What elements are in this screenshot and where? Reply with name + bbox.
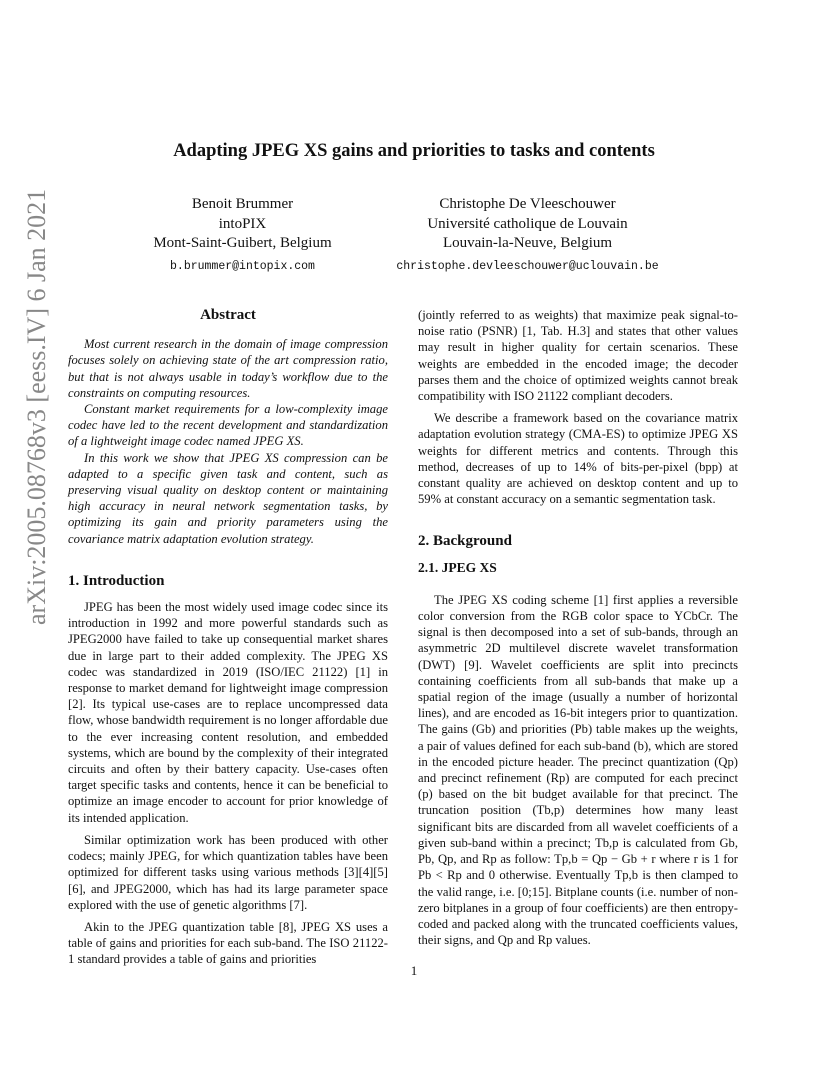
right-column [418, 307, 738, 948]
author-location: Mont-Saint-Guibert, Belgium [153, 235, 332, 251]
author-block [120, 195, 365, 276]
body-paragraph: The JPEG XS coding scheme [1] first applies a reversible color conversion from the RGB color space to YCbCr. The signal is then decomposed into a set of sub-bands, through an asymmetric 2D multilevel discrete wavelet transformation (DWT) [9]. Wavelet coefficients are split into precincts containing coefficients from all sub-bands that make up a spatial region of the image (usually a number of horizontal lines), and are encoded as 16-bit integers prior to quantization. The gains (Gb) and priorities (Pb) table makes up the weights, a pair of values defined for each sub-band (b), which are stored in the encoded picture header. The precinct quantization (Qp) and precinct refinement (Rp) are computed for each precinct (p) based on the bit budget available for that precinct. The truncation position (Tb,p) determines how many least significant bits are discarded from all wavelet coefficients of a given sub-band within a precinct; Tb,p is calculated from Gb, Pb, Qp, and Rp as follow: Tp,b = Qp − Gb + r where r is 1 for Pb < Rp and 0 otherwise. Eventually Tp,b is then clamped to the valid range, i.e. [0;15]. Bitplane counts (i.e. number of non-zero bitplanes in a group of four coefficients) are then entropy-coded and packed along with the truncated coefficients values, their signs, and Qp and Rp values. [418, 592, 738, 948]
author-affiliation: intoPIX [218, 215, 267, 232]
author-name: Christophe De Vleeschouwer [439, 196, 616, 212]
abstract-paragraph: Most current research in the domain of image compression focuses solely on achieving state of the art compression ratio, but that is not always usable in today’s workflow due to the constraints on computing resources. [68, 337, 388, 400]
abstract-paragraph: Constant market requirements for a low-complexity image codec have led to the recent development and standardization of a lightweight image codec named JPEG XS. [68, 402, 388, 449]
author-location: Louvain-la-Neuve, Belgium [442, 235, 613, 251]
body-paragraph: Akin to the JPEG quantization table [8], JPEG XS uses a table of gains and priorities for each sub-band. The ISO 21122-1 standard provides a table of gains and priorities [68, 919, 388, 967]
subsection-heading-jpeg-xs: 2.1. JPEG XS [418, 559, 497, 575]
author-affiliation: Université catholique de Louvain [427, 215, 628, 232]
section-heading-background: 2. Background [418, 533, 512, 550]
arxiv-identifier: arXiv:2005.08768v3 [eess.IV] 6 Jan 2021 [22, 188, 51, 625]
author-email[interactable]: b.brummer@intopix.com [170, 259, 315, 273]
body-paragraph: JPEG has been the most widely used image codec since its introduction in 1992 and more powerful standards such as JPEG2000 have failed to take up consequential market shares due in large part to their added complexity. The JPEG XS codec was standardized in 2019 (ISO/IEC 21122) [1] in response to market demand for lightweight image compression [2]. Its typical use-cases are to replace uncompressed data flow, whose bandwidth requirement is no longer affordable due to the ever increasing content resolution, and embedded systems, which are bound by the complexity of their integrated circuits and often by their battery capacity. Use-cases often target specific tasks and contents, hence it can be beneficial to optimize an image encoder to account for prior knowledge of its intended application. [68, 600, 388, 825]
body-paragraph: We describe a framework based on the covariance matrix adaptation evolution strategy (CMA-ES) to optimize JPEG XS weights for different metrics and contents. Through this method, decreases of up to 14% of bits-per-pixel (bpp) at constant quality are achieved on desktop content and up to 59% at constant accuracy on a semantic segmentation task. [418, 411, 738, 507]
abstract-paragraph: In this work we show that JPEG XS compression can be adapted to a specific given task and content, such as preserving visual quality on desktop content or maintaining high accuracy in neural network segmentation tasks, by optimizing its gain and priority parameters using the covariance matrix adaptation evolution strategy. [68, 450, 388, 546]
left-column [68, 307, 388, 968]
abstract-section [68, 307, 388, 547]
section-heading-introduction: 1. Introduction [68, 572, 165, 589]
abstract-heading: Abstract [200, 307, 256, 323]
author-email[interactable]: christophe.devleeschouwer@uclouvain.be [396, 259, 659, 273]
body-paragraph: Similar optimization work has been produced with other codecs; mainly JPEG, for which quantization tables have been optimized for different tasks using various methods [3][4][5][6], and JPEG2000, which has had its large parameter space explored with the use of genetic algorithms [7]. [68, 832, 388, 912]
author-block [350, 195, 705, 276]
author-name: Benoit Brummer [191, 196, 294, 212]
paper-title: Adapting JPEG XS gains and priorities to tasks and contents [173, 141, 655, 161]
page-number: 1 [410, 963, 418, 978]
body-paragraph: (jointly referred to as weights) that maximize peak signal-to-noise ratio (PSNR) [1, Tab. H.3] and states that other values may result in higher quality for certain scenarios. These weights are embedded in the encoded image; the decoder parses them and the choice of optimized weights cannot break compatibility with ISO 21122 compliant decoders. [418, 308, 738, 404]
